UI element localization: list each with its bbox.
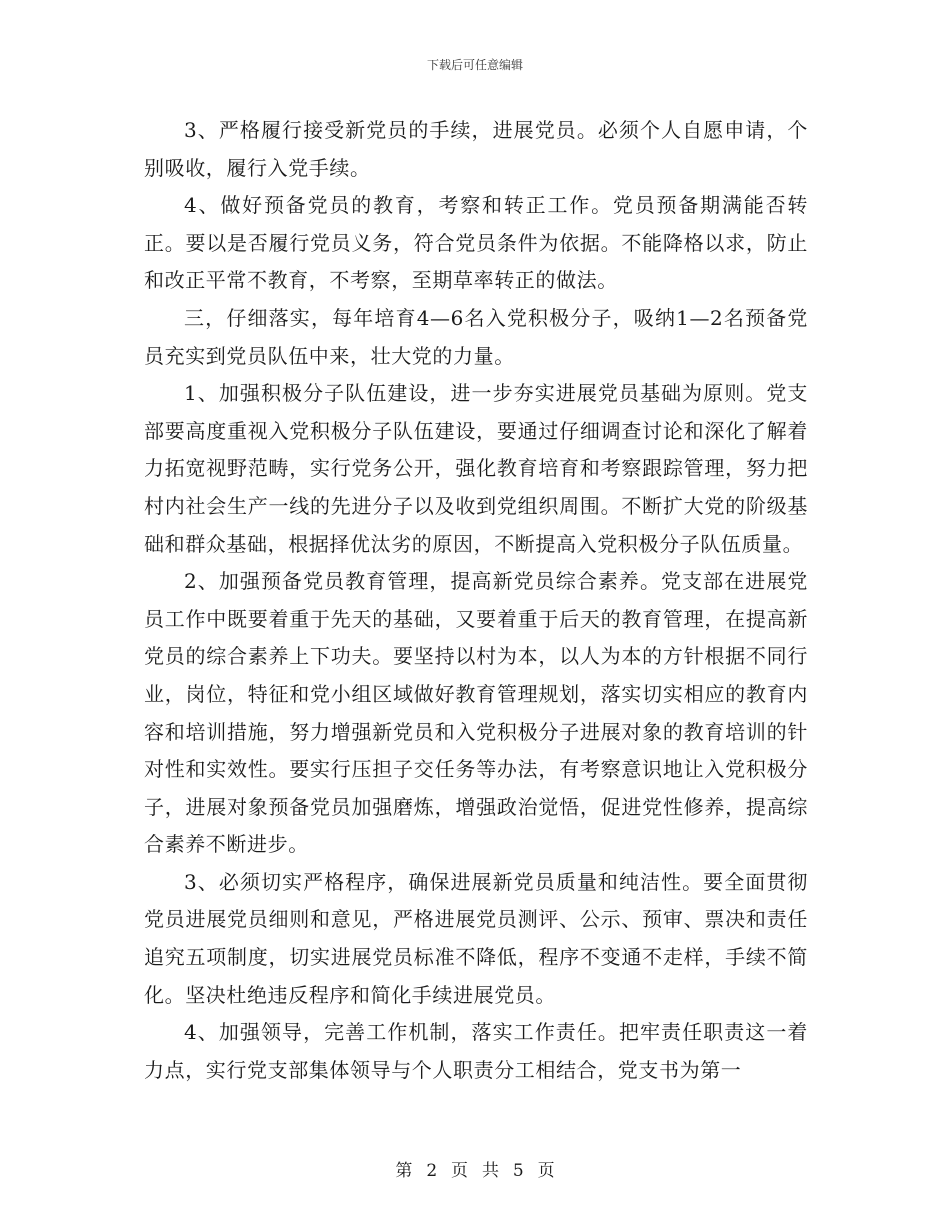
page-unit: 页 [451,1161,469,1181]
total-pages: 5 [512,1161,524,1181]
paragraph-item-4: 4、做好预备党员的教育，考察和转正工作。党员预备期满能否转正。要以是否履行党员义务，符合党员条件为依据。不能降格以求，防止和改正平常不教育，不考察，至期草率转正的做法。 [144,193,808,293]
total-label: 共 [481,1161,499,1181]
paragraph-sub-4: 4、加强领导，完善工作机制，落实工作责任。把牢责任职责这一着力点，实行党支部集体领导与个人职责分工相结合，党支书为第一 [144,1020,808,1082]
page-footer [0,1156,950,1181]
paragraph-sub-1: 1、加强积极分子队伍建设，进一步夯实进展党员基础为原则。党支部要高度重视入党积极分子队伍建设，要通过仔细调查讨论和深化了解着力拓宽视野范畴，实行党务公开，强化教育培育和考察跟踪管理，努力把村内社会生产一线的先进分子以及收到党组织周围。不断扩大党的阶级基础和群众基础，根据择优汰劣的原因，不断提高入党积极分子队伍质量。 [144,381,808,556]
page-header: 下载后可任意编辑 [426,58,523,72]
paragraph-sub-3: 3、必须切实严格程序，确保进展新党员质量和纯洁性。要全面贯彻党员进展党员细则和意见，严格进展党员测评、公示、预审、票决和责任追究五项制度，切实进展党员标准不降低，程序不变通不走样，手续不简化。坚决杜绝违反程序和简化手续进展党员。 [144,869,808,1007]
document-body [144,112,808,1089]
page-label: 第 [395,1161,413,1181]
paragraph-item-3: 3、严格履行接受新党员的手续，进展党员。必须个人自愿申请，个别吸收，履行入党手续。 [144,118,808,180]
page-number: 2 [426,1161,438,1181]
paragraph-section-3: 三，仔细落实，每年培育4—6名入党积极分子，吸纳1—2名预备党员充实到党员队伍中来，壮大党的力量。 [144,305,808,368]
total-unit: 页 [537,1161,555,1181]
paragraph-sub-2: 2、加强预备党员教育管理，提高新党员综合素养。党支部在进展党员工作中既要着重于先天的基础，又要着重于后天的教育管理，在提高新党员的综合素养上下功夫。要坚持以村为本，以人为本的方针根据不同行业，岗位，特征和党小组区域做好教育管理规划，落实切实相应的教育内容和培训措施，努力增强新党员和入党积极分子进展对象的教育培训的针对性和实效性。要实行压担子交任务等办法，有考察意识地让入党积极分子，进展对象预备党员加强磨炼，增强政治觉悟，促进党性修养，提高综合素养不断进步。 [144,569,808,857]
